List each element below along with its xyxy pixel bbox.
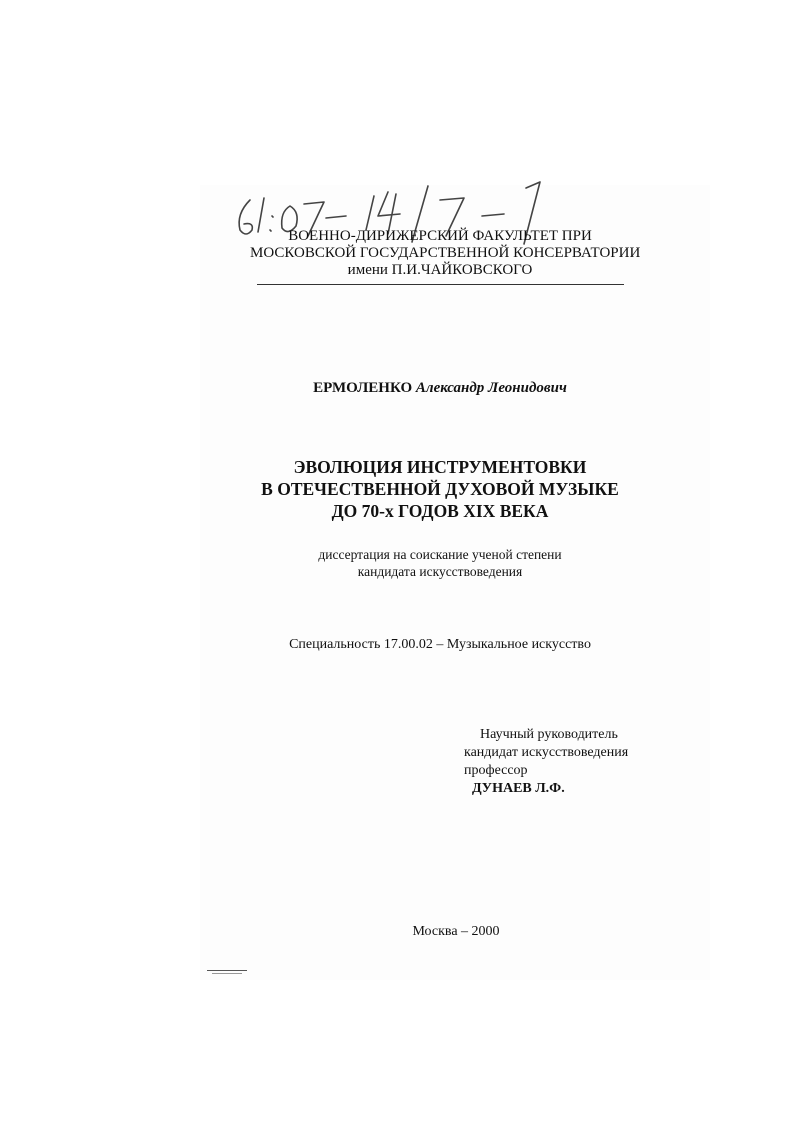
city-and-year: Москва – 2000 — [412, 924, 500, 939]
supervisor-title: профессор — [464, 763, 528, 778]
supervisor-degree: кандидат искусствоведения — [464, 745, 629, 760]
supervisor-role: Научный руководитель — [480, 727, 618, 742]
degree-line-2: кандидата искусствоведения — [357, 564, 523, 579]
institution-line-faculty: ВОЕННО-ДИРИЖЕРСКИЙ ФАКУЛЬТЕТ ПРИ — [288, 228, 592, 244]
specialty-line: Специальность 17.00.02 – Музыкальное искусство — [289, 637, 591, 652]
title-line-2: В ОТЕЧЕСТВЕННОЙ ДУХОВОЙ МУЗЫКЕ — [261, 479, 619, 499]
scan-edge-mark — [207, 970, 247, 971]
title-line-1: ЭВОЛЮЦИЯ ИНСТРУМЕНТОВКИ — [293, 457, 587, 477]
supervisor-name: ДУНАЕВ Л.Ф. — [472, 781, 565, 796]
institution-line-conservatory: МОСКОВСКОЙ ГОСУДАРСТВЕННОЙ КОНСЕРВАТОРИИ — [250, 245, 641, 261]
header-divider — [257, 284, 624, 285]
scan-edge-mark-secondary — [212, 973, 242, 974]
degree-line-1: диссертация на соискание ученой степени — [318, 547, 562, 562]
author-given-names: Александр Леонидович — [415, 380, 567, 396]
scientific-supervisor — [464, 726, 704, 798]
institution-line-named-after: имени П.И.ЧАЙКОВСКОГО — [347, 262, 533, 278]
page-background — [200, 185, 710, 980]
dissertation-title — [220, 456, 660, 522]
degree-statement — [240, 546, 640, 580]
author-surname: ЕРМОЛЕНКО — [313, 380, 413, 396]
institution-header — [250, 228, 641, 279]
author-name — [200, 380, 680, 397]
title-line-3: ДО 70-х ГОДОВ XIX ВЕКА — [331, 501, 549, 521]
supervisor-title-line — [464, 762, 704, 798]
